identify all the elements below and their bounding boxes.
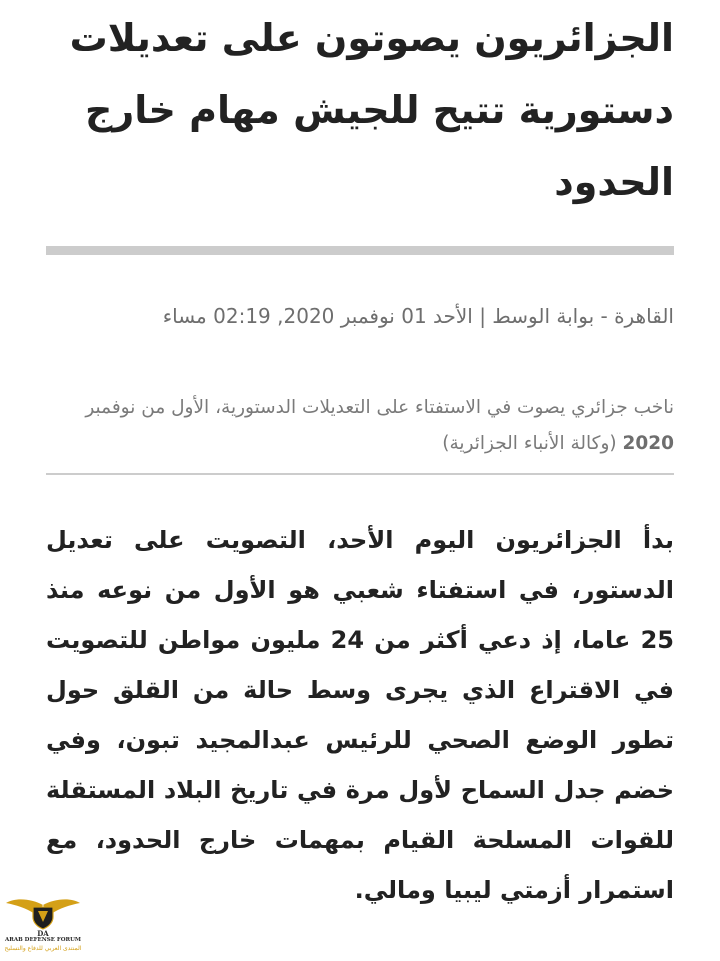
watermark-name: ARAB DEFENSE FORUM <box>5 937 81 943</box>
article-body: بدأ الجزائريون اليوم الأحد، التصويت على تعديل الدستور، في استفتاء شعبي هو الأول من نوعه منذ 25 عاما، إذ دعي أكثر من 24 مليون مواطن للتصويت في الاقتراع الذي يجرى وسط حالة من القلق حول تطور الوضع الصحي للرئيس عبدالمجيد تبون، وفي خضم جدل السماح لأول مرة في تاريخ البلاد المستقلة للقوات المسلحة القيام بمهمات خارج الحدود، مع استمرار أزمتي ليبيا ومالي. <box>46 526 674 904</box>
article-meta: القاهرة - بوابة الوسط | الأحد 01 نوفمبر 2020, 02:19 مساء <box>162 304 674 328</box>
article <box>46 0 674 939</box>
title-divider <box>46 246 674 255</box>
image-caption <box>46 390 674 462</box>
caption-year: 2020 <box>622 433 674 454</box>
watermark-arabic: المنتدى العربي للدفاع والتسليح <box>4 945 82 952</box>
watermark-abbr: DA <box>37 929 49 938</box>
caption-divider <box>46 473 674 475</box>
article-title: الجزائريون يصوتون على تعديلات دستورية تتيح للجيش مهام خارج الحدود <box>69 16 674 204</box>
caption-text: ناخب جزائري يصوت في الاستفتاء على التعديلات الدستورية، الأول من نوفمبر <box>85 397 674 418</box>
eagle-shield-icon <box>2 895 84 931</box>
caption-source: (وكالة الأنباء الجزائرية) <box>442 433 623 454</box>
arab-defense-forum-watermark <box>2 895 84 959</box>
